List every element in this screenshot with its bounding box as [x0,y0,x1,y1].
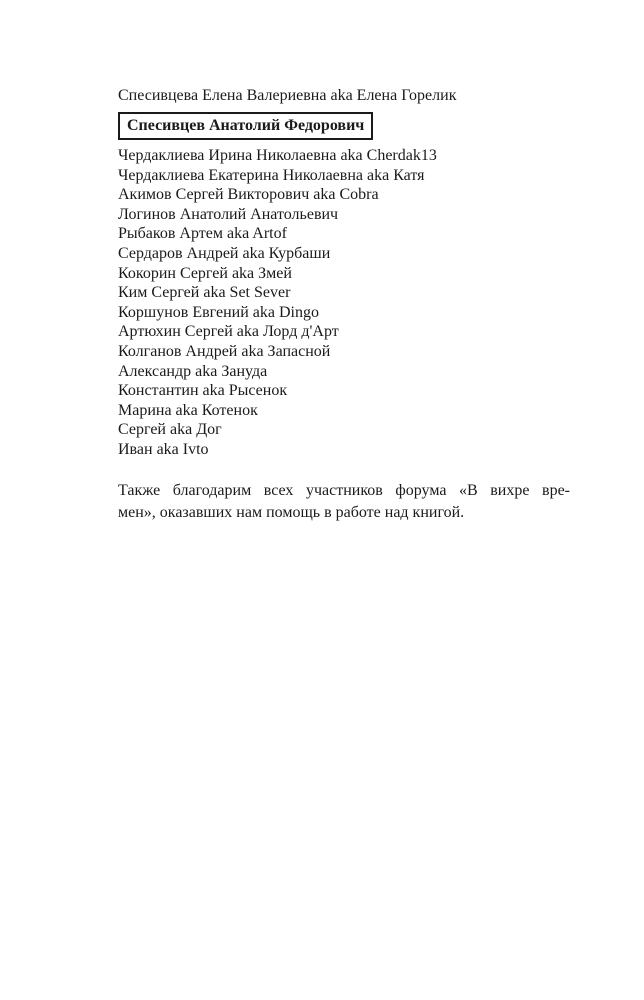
list-item: Акимов Сергей Викторович aka Cobra [118,186,379,204]
credits-list [118,146,437,460]
list-item: Александр aka Зануда [118,362,268,380]
list-item: Марина aka Котенок [118,401,258,419]
highlighted-name-box: Спесивцев Анатолий Федорович [118,112,373,140]
list-item: Логинов Анатолий Анатольевич [118,205,339,223]
paragraph-line-2: мен», оказавших нам помощь в работе над книгой. [118,504,465,521]
list-item: Коршунов Евгений aka Dingo [118,303,319,321]
list-item: Кокорин Сергей aka Змей [118,264,292,282]
list-item: Чердаклиева Ирина Николаевна aka Cherdak13 [118,147,437,164]
closing-paragraph [118,480,570,524]
list-item: Артюхин Сергей aka Лорд д'Арт [118,323,339,341]
list-item: Колганов Андрей aka Запасной [118,342,331,360]
list-item: Сергей aka Дог [118,421,222,439]
paragraph-line-1: Также благодарим всех участников форума «В вихре вре- [118,482,570,499]
list-item: Иван aka Ivto [118,440,209,458]
list-item: Константин aka Рысенок [118,382,288,400]
list-item: Ким Сергей aka Set Sever [118,284,291,302]
credit-line-top: Спесивцева Елена Валериевна aka Елена Горелик [118,87,457,104]
list-item: Рыбаков Артем aka Artof [118,225,287,243]
list-item: Чердаклиева Екатерина Николаевна aka Катя [118,166,425,184]
list-item: Сердаров Андрей aka Курбаши [118,244,331,262]
